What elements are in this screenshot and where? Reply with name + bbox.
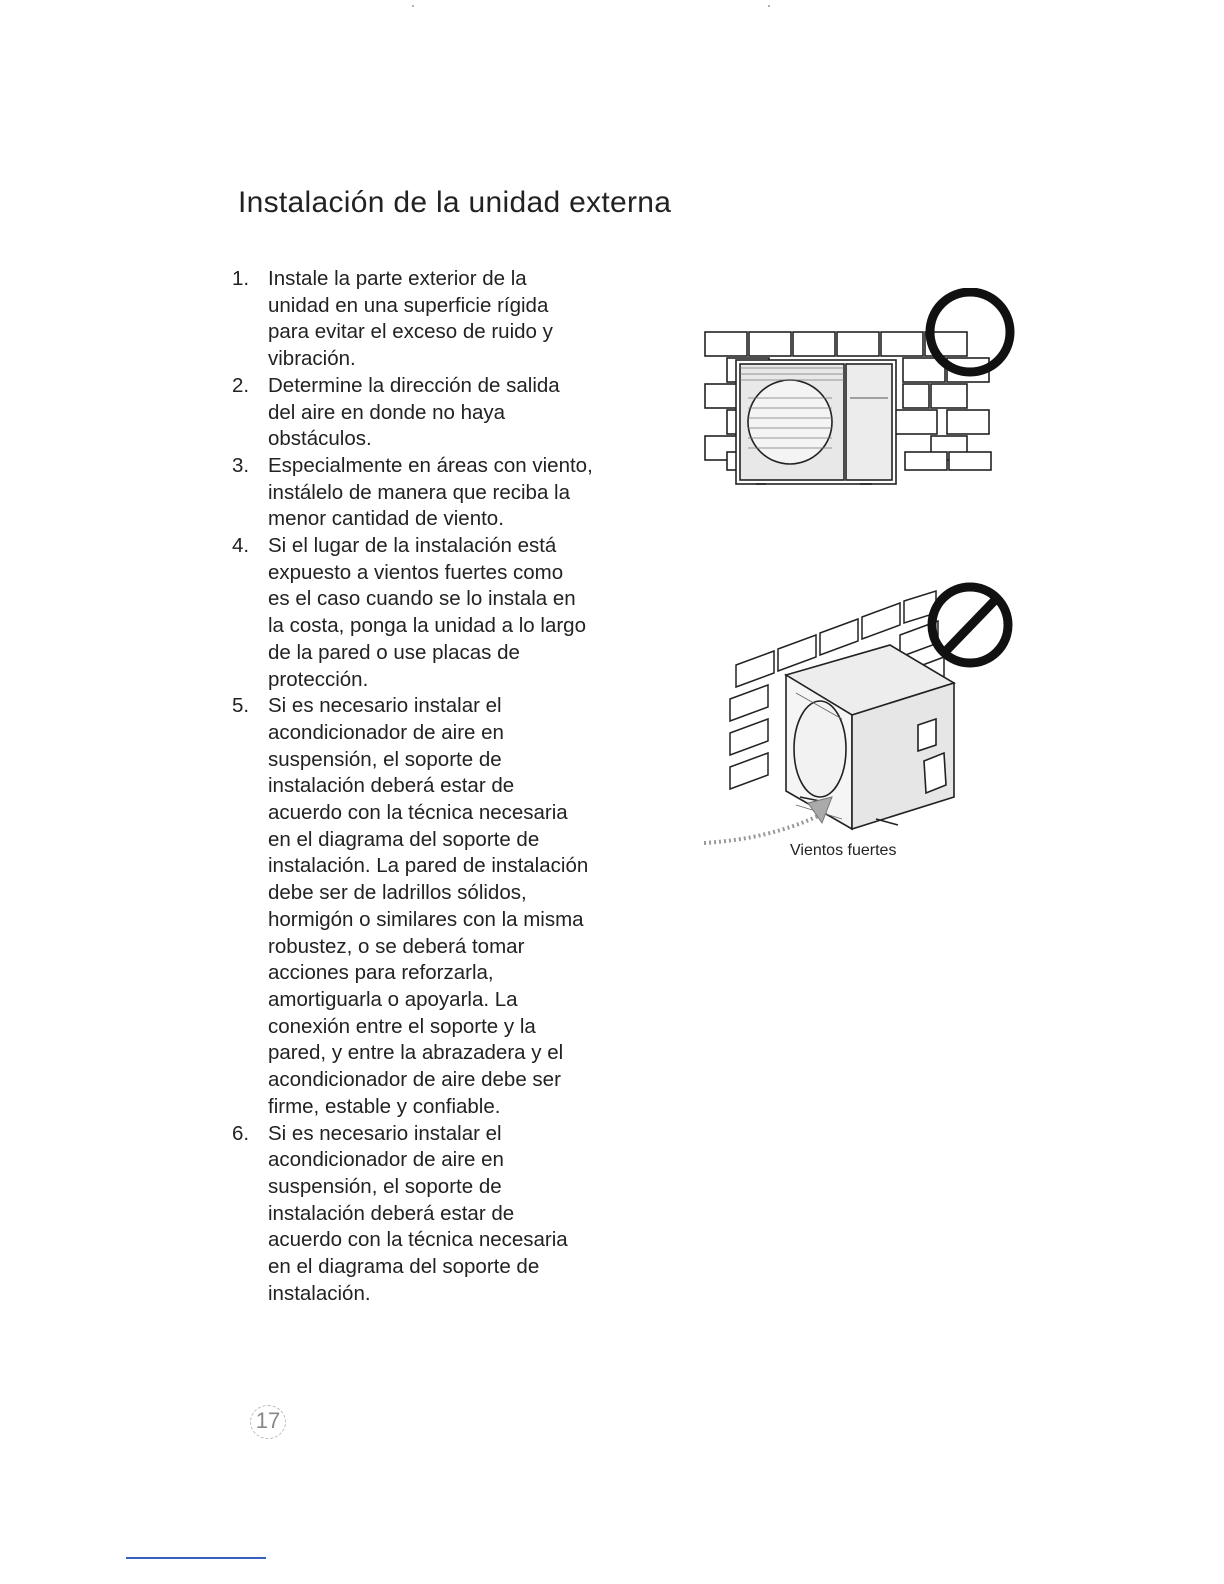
step-text-line: suspensión, el soporte de — [268, 1174, 502, 1198]
instruction-list — [232, 266, 652, 1307]
step-text-line: Determine la dirección de salida — [268, 373, 560, 397]
step-text-line: Si el lugar de la instalación está — [268, 534, 557, 558]
page-title: Instalación de la unidad externa — [238, 186, 672, 219]
scan-speck — [768, 5, 770, 7]
footer-rule — [126, 1557, 266, 1559]
step-number: 5. — [232, 694, 250, 718]
step-text-line: de la pared o use placas de — [268, 640, 520, 664]
step-text-line: acuerdo con la técnica necesaria — [268, 1228, 568, 1252]
step-text-line: instalación. — [268, 1281, 371, 1305]
instruction-step — [232, 693, 652, 1120]
step-text-line: menor cantidad de viento. — [268, 507, 504, 531]
wall-mounted-unit-figure — [700, 288, 1020, 498]
figure-caption: Vientos fuertes — [790, 842, 897, 859]
step-text-line: Instale la parte exterior de la — [268, 267, 527, 290]
step-number: 3. — [232, 453, 250, 477]
step-text-line: unidad en una superficie rígida — [268, 293, 549, 317]
step-text-line: instálelo de manera que reciba la — [268, 480, 570, 504]
step-text-line: acondicionador de aire debe ser — [268, 1068, 561, 1092]
step-text-line: la costa, ponga la unidad a lo largo — [268, 614, 586, 638]
step-text-line: acuerdo con la técnica necesaria — [268, 801, 568, 825]
step-number: 2. — [232, 373, 250, 397]
step-text-line: instalación. La pared de instalación — [268, 854, 589, 878]
step-text-line: acciones para reforzarla, — [268, 961, 494, 985]
step-text-line: Especialmente en áreas con viento, — [268, 453, 593, 477]
instruction-step — [232, 533, 652, 693]
step-text-line: en el diagrama del soporte de — [268, 827, 540, 851]
step-text-line: Si es necesario instalar el — [268, 694, 502, 718]
step-text-line: amortiguarla o apoyarla. La — [268, 987, 518, 1011]
step-text-line: conexión entre el soporte y la — [268, 1014, 536, 1038]
step-text-line: vibración. — [268, 347, 356, 371]
step-text-line: instalación deberá estar de — [268, 1201, 515, 1225]
step-number: 6. — [232, 1121, 250, 1145]
step-text-line: robustez, o se deberá tomar — [268, 934, 525, 958]
strong-wind-unit-figure — [700, 575, 1020, 850]
step-text-line: firme, estable y confiable. — [268, 1094, 501, 1118]
instruction-step — [232, 373, 652, 453]
instruction-step — [232, 266, 652, 373]
step-text-line: acondicionador de aire en — [268, 1148, 504, 1172]
step-text-line: Si es necesario instalar el — [268, 1121, 502, 1145]
step-text-line: pared, y entre la abrazadera y el — [268, 1041, 564, 1065]
instruction-step — [232, 1121, 652, 1308]
step-text-line: protección. — [268, 667, 369, 691]
step-text-line: obstáculos. — [268, 427, 372, 451]
step-text-line: en el diagrama del soporte de — [268, 1255, 540, 1279]
page-number: 17 — [255, 1408, 281, 1433]
scan-speck — [412, 5, 414, 7]
step-text-line: del aire en donde no haya — [268, 400, 506, 424]
step-text-line: para evitar el exceso de ruido y — [268, 320, 553, 344]
step-text-line: hormigón o similares con la misma — [268, 907, 584, 931]
step-number: 4. — [232, 534, 250, 558]
step-text-line: debe ser de ladrillos sólidos, — [268, 881, 527, 905]
step-text-line: suspensión, el soporte de — [268, 747, 502, 771]
step-text-line: acondicionador de aire en — [268, 720, 504, 744]
step-number: 1. — [232, 267, 250, 290]
step-text-line: instalación deberá estar de — [268, 774, 515, 798]
instruction-step — [232, 453, 652, 533]
step-text-line: expuesto a vientos fuertes como — [268, 560, 564, 584]
step-text-line: es el caso cuando se lo instala en — [268, 587, 576, 611]
